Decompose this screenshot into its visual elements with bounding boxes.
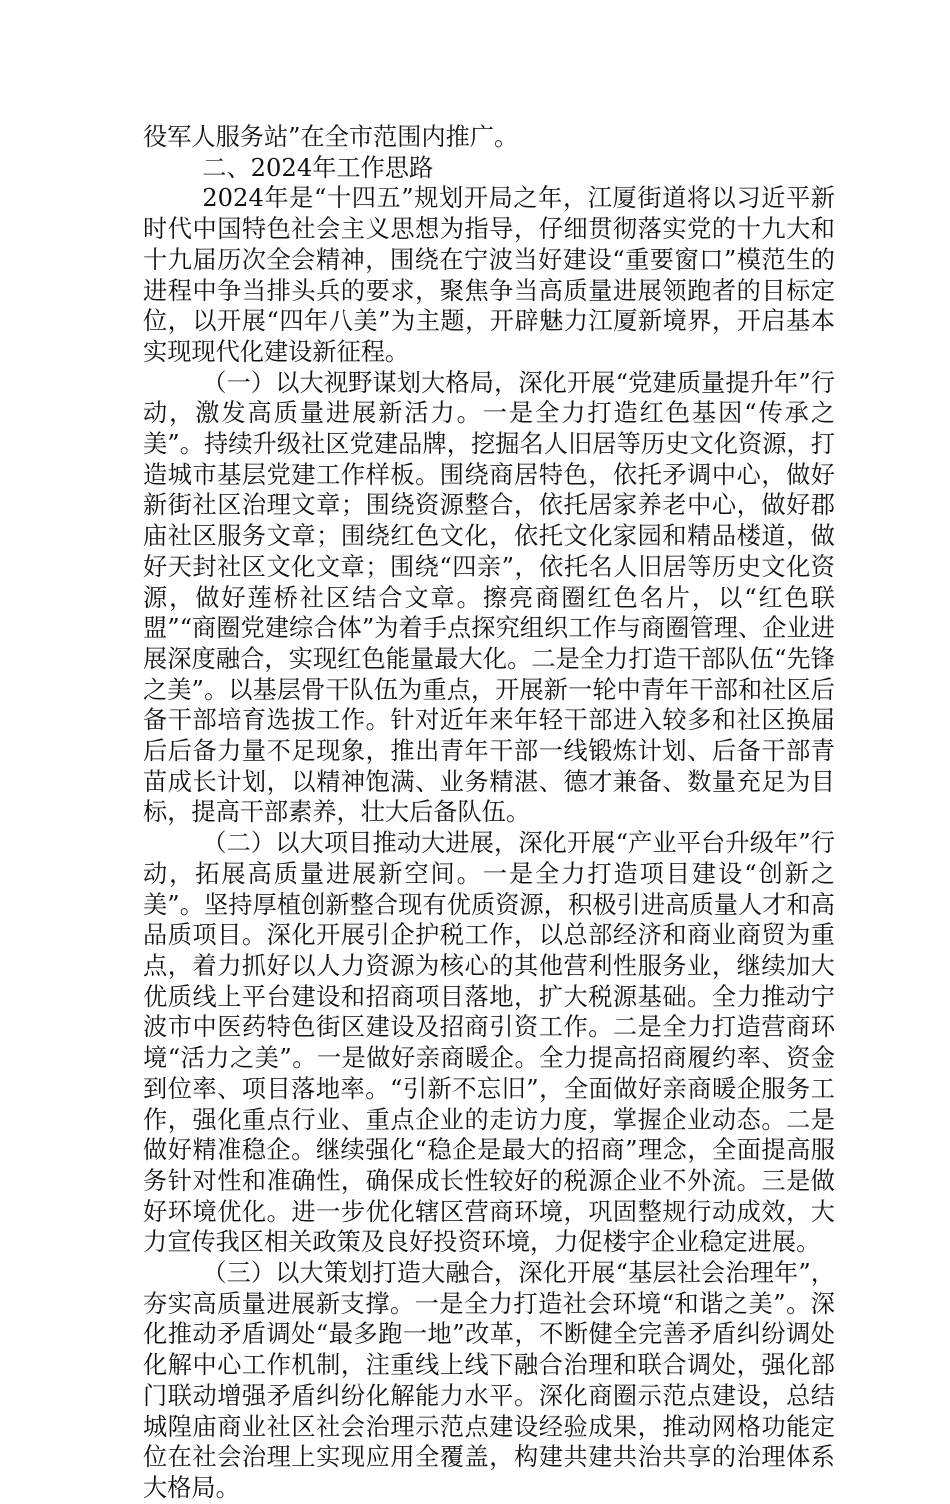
- section-heading: 二、2024年工作思路: [202, 153, 434, 182]
- paragraph-item-1: （一）以大视野谋划大格局，深化开展“党建质量提升年”行动，激发高质量进展新活力。一是全力打造红色基因“传承之美”。持续升级社区党建品牌，挖掘名人旧居等历史文化资源，打造城市基层党建工作样板。围绕商居特色，依托矛调中心，做好新街社区治理文章；围绕资源整合，依托居家养老中心，做好郡庙社区服务文章；围绕红色文化，依托文化家园和精品楼道，做好天封社区文化文章；围绕“四亲”，依托名人旧居等历史文化资源，做好莲桥社区结合文章。擦亮商圈红色名片，以“红色联盟”“商圈党建综合体”为着手点探究组织工作与商圈管理、企业进展深度融合，实现红色能量最大化。二是全力打造干部队伍“先锋之美”。以基层骨干队伍为重点，开展新一轮中青年干部和社区后备干部培育选拔工作。针对近年来年轻干部进入较多和社区换届后后备力量不足现象，推出青年干部一线锻炼计划、后备干部青苗成长计划，以精神饱满、业务精湛、德才兼备、数量充足为目标，提高干部素养，壮大后备队伍。: [143, 368, 835, 827]
- paragraph-item-3: （三）以大策划打造大融合，深化开展“基层社会治理年”，夯实高质量进展新支撑。一是全力打造社会环境“和谐之美”。深化推动矛盾调处“最多跑一地”改革，不断健全完善矛盾纠纷调处化解中心工作机制，注重线上线下融合治理和联合调处，强化部门联动增强矛盾纠纷化解能力水平。深化商圈示范点建设，总结城隍庙商业社区社会治理示范点建设经验成果，推动网格功能定位在社会治理上实现应用全覆盖，构建共建共治共享的治理体系大格局。: [143, 1259, 835, 1502]
- paragraph-overview: 2024年是“十四五”规划开局之年，江厦街道将以习近平新时代中国特色社会主义思想为指导，仔细贯彻落实党的十九大和十九届历次全会精神，围绕在宁波当好建设“重要窗口”模范生的进程中争当排头兵的要求，聚焦争当高质量进展领跑者的目标定位，以开展“四年八美”为主题，开辟魅力江厦新境界，开启基本实现现代化建设新征程。: [143, 184, 835, 366]
- paragraph-continuation: 役军人服务站”在全市范围内推广。: [143, 123, 519, 151]
- paragraph-item-2: （二）以大项目推动大进展，深化开展“产业平台升级年”行动，拓展高质量进展新空间。一是全力打造项目建设“创新之美”。坚持厚植创新整合现有优质资源，积极引进高质量人才和高品质项目。深化开展引企护税工作，以总部经济和商业商贸为重点，着力抓好以人力资源为核心的其他营利性服务业，继续加大优质线上平台建设和招商项目落地，扩大税源基础。全力推动宁波市中医药特色街区建设及招商引资工作。二是全力打造营商环境“活力之美”。一是做好亲商暖企。全力提高招商履约率、资金到位率、项目落地率。“引新不忘旧”，全面做好亲商暖企服务工作，强化重点行业、重点企业的走访力度，掌握企业动态。二是做好精准稳企。继续强化“稳企是最大的招商”理念，全面提高服务针对性和准确性，确保成长性较好的税源企业不外流。三是做好环境优化。进一步优化辖区营商环境，巩固整规行动成效，大力宣传我区相关政策及良好投资环境，力促楼宇企业稳定进展。: [143, 829, 835, 1257]
- document-body: [143, 122, 835, 1504]
